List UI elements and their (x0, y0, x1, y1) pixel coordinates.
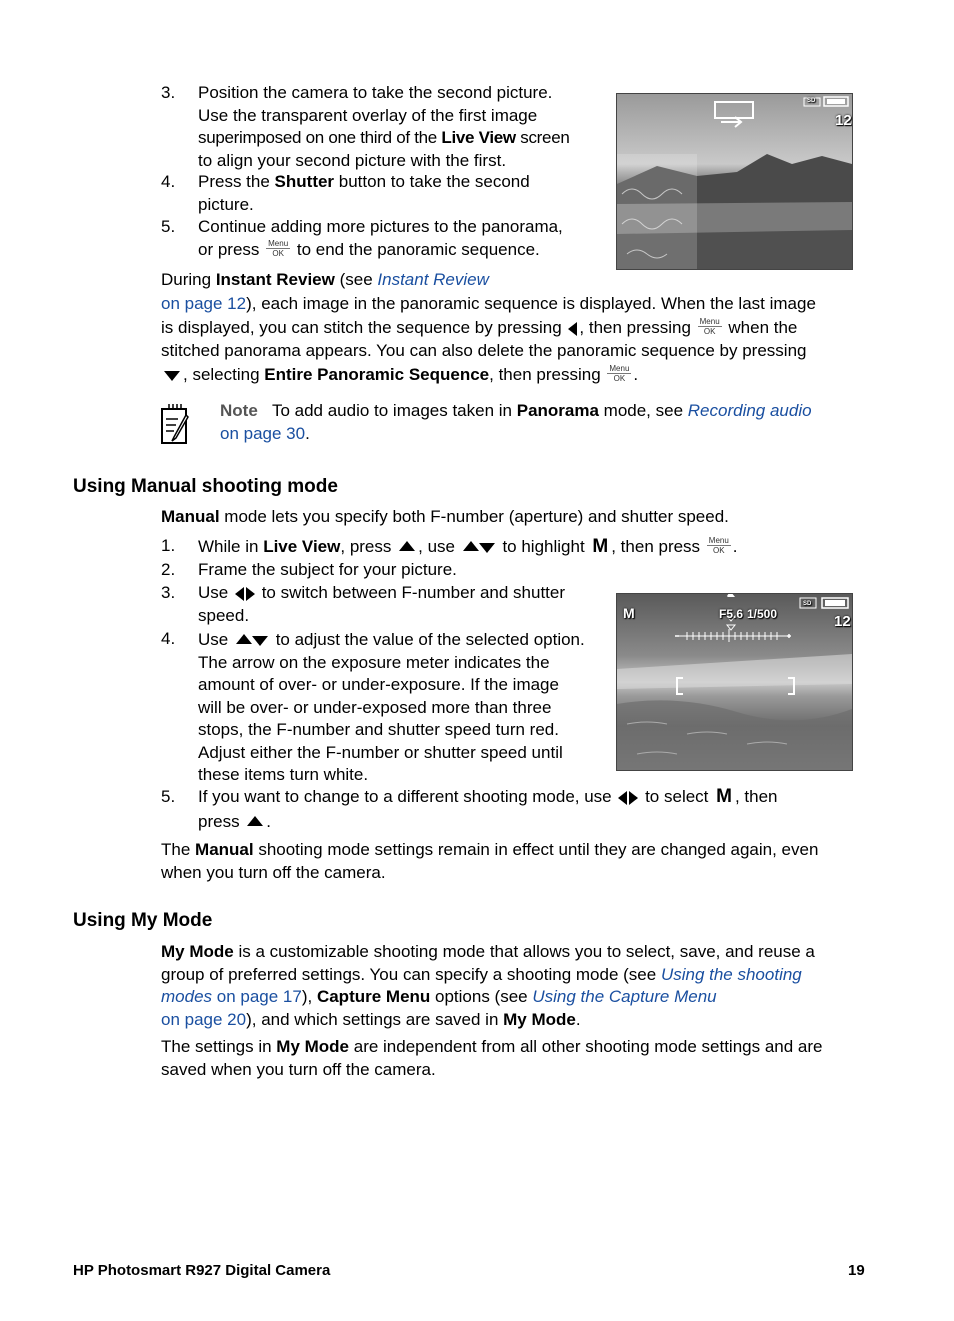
menu-ok-icon: Menu OK (268, 238, 289, 258)
step-text: Use to adjust the value of the selected option. The arrow on the exposure meter indicates the amount of over- or under-exposure. If the image will be over- or under-exposed more than three stops, the F-number and shutter speed turn red. Adjust either the F-number or shutter speed until these items turn white. (198, 630, 585, 784)
step-text: Frame the subject for your picture. (198, 560, 457, 579)
menu-ok-icon: Menu OK (609, 364, 630, 384)
step-text: Position the camera to take the second picture. Use the transparent overlay of the first image superimposed on one third of the Live View screen to align your second picture with the first. (198, 83, 570, 170)
page-12-link[interactable]: on page 12 (161, 293, 247, 313)
instant-review-link[interactable]: Instant Review (377, 270, 489, 289)
section-heading-my-mode: Using My Mode (73, 910, 213, 931)
page-20-link[interactable]: on page 20 (161, 1009, 247, 1029)
manual-outro: The Manual shooting mode settings remain in effect until they are changed again, even when you turn off the camera. (161, 840, 819, 882)
step-number: 3. (161, 83, 176, 102)
instant-review-paragraph: During Instant Review (see Instant Review on page 12), each image in the panoramic sequence is displayed. When the last image is displayed, you can stitch the sequence by pressing , then pressing Menu OK when the stitched panorama appears. You can also delete the panoramic sequence by pressing , selecting Entire Panoramic Sequence, then pressing Menu OK . (161, 270, 816, 384)
up-arrow-icon (463, 541, 479, 551)
step-text: Press the Shutter button to take the second picture. (198, 172, 530, 214)
step-number: 1. (161, 536, 176, 555)
right-arrow-icon (629, 791, 638, 805)
up-arrow-icon (247, 816, 263, 826)
step-text: Continue adding more pictures to the panorama, or press Menu OK to end the panoramic sequence. (198, 217, 563, 259)
down-arrow-icon (479, 543, 495, 553)
step-text: If you want to change to a different shooting mode, use to select M , then press . (198, 786, 778, 831)
manual-intro: Manual mode lets you specify both F-number (aperture) and shutter speed. (161, 507, 729, 526)
note-pencil-icon (160, 403, 190, 445)
menu-ok-icon: Menu OK (708, 536, 729, 556)
step-text: While in Live View, press , use to highlight M , then press Menu OK . (198, 536, 738, 557)
step-number: 3. (161, 583, 176, 602)
page-30-link[interactable]: on page 30 (220, 423, 306, 443)
manual-mode-icon: M (592, 536, 609, 557)
left-arrow-icon (235, 587, 244, 601)
panorama-camera-screen (616, 93, 853, 270)
step-number: 2. (161, 560, 176, 579)
manual-camera-screen (616, 593, 853, 771)
step-text: Use to switch between F-number and shutter speed. (198, 583, 566, 625)
shots-remaining: 12 (835, 112, 852, 129)
step-number: 4. (161, 172, 176, 191)
left-arrow-icon (618, 791, 627, 805)
section-heading-manual: Using Manual shooting mode (73, 476, 338, 497)
note-text: Note To add audio to images taken in Panorama mode, see Recording audio on page 30. (220, 401, 812, 443)
down-arrow-icon (164, 371, 180, 381)
down-arrow-icon (252, 636, 268, 646)
right-arrow-icon (246, 587, 255, 601)
page-number: 19 (848, 1262, 865, 1279)
menu-ok-icon: Menu OK (699, 317, 720, 337)
note-label: Note (220, 401, 258, 420)
manual-mode-icon: M (716, 786, 732, 807)
my-mode-paragraph-2: The settings in My Mode are independent from all other shooting mode settings and are saved when you turn off the camera. (161, 1037, 823, 1079)
manual-mode-indicator: M (623, 605, 635, 621)
step-number: 4. (161, 629, 176, 648)
my-mode-paragraph-1: My Mode is a customizable shooting mode that allows you to select, save, and reuse a group of preferred settings. You can specify a shooting mode (see Using the shooting modes on page 17), Capture Menu options (see Using the Capture Menu on page 20), and which settings are saved in My Mode. (161, 942, 815, 1029)
page-17-link[interactable]: on page 17 (212, 987, 302, 1006)
step-number: 5. (161, 787, 176, 806)
step-number: 5. (161, 217, 176, 236)
recording-audio-link[interactable]: Recording audio (687, 401, 812, 420)
using-shooting-modes-link-cont[interactable]: modes (161, 987, 213, 1006)
using-capture-menu-link[interactable]: Using the Capture Menu (532, 987, 717, 1006)
using-shooting-modes-link[interactable]: Using the shooting (660, 964, 802, 984)
sd-card-label: SD (807, 98, 816, 104)
footer-title: HP Photosmart R927 Digital Camera (73, 1262, 331, 1279)
sd-card-label: SD (803, 601, 812, 607)
shutter-speed-readout: 1/500 (747, 607, 778, 621)
left-arrow-icon (568, 322, 577, 336)
up-arrow-icon (399, 541, 415, 551)
f-number-readout: F5.6 (719, 607, 744, 621)
landscape-image (617, 94, 852, 269)
up-arrow-icon (236, 634, 252, 644)
shots-remaining: 12 (834, 613, 851, 630)
